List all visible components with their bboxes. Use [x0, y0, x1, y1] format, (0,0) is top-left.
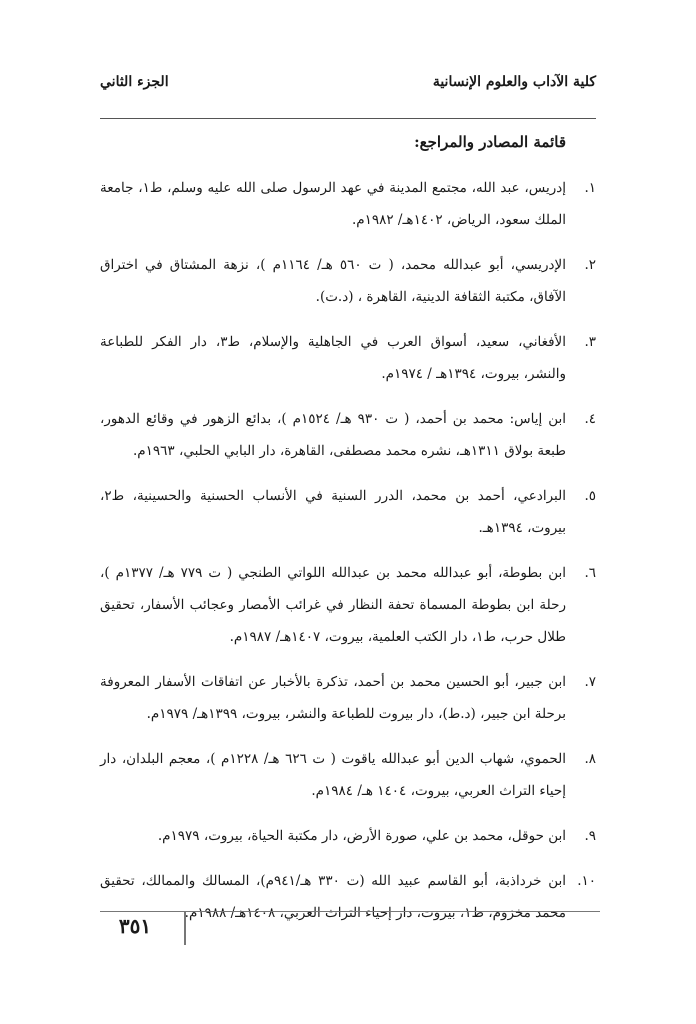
reference-number: ٦.	[584, 565, 596, 581]
reference-number: ٢.	[584, 257, 596, 273]
part-label: الجزء الثاني	[100, 74, 169, 90]
reference-text: ابن حوقل، محمد بن علي، صورة الأرض، دار مكتبة الحياة، بيروت، ١٩٧٩م.	[157, 828, 566, 844]
reference-item	[100, 820, 596, 852]
reference-text: إدريس، عبد الله، مجتمع المدينة في عهد الرسول صلى الله عليه وسلم، ط١، جامعة الملك سعود، الرياض، ١٤٠٢هـ/ ١٩٨٢م.	[100, 180, 566, 228]
reference-number: ٧.	[584, 674, 596, 690]
reference-text: الإدريسي، أبو عبدالله محمد، ( ت ٥٦٠ هـ/ ١١٦٤م )، نزهة المشتاق في اختراق الآفاق، مكتبة الثقافة الدينية، القاهرة ، (د.ت).	[100, 257, 566, 305]
reference-item	[100, 403, 596, 467]
footer-divider	[100, 911, 600, 912]
footer-vertical-divider	[184, 911, 186, 945]
reference-number: ٥.	[584, 488, 596, 504]
reference-number: ٣.	[584, 334, 596, 350]
reference-text: ابن إياس: محمد بن أحمد، ( ت ٩٣٠ هـ/ ١٥٢٤م )، بدائع الزهور في وقائع الدهور، طبعة بولاق ١٣١١هـ، نشره محمد مصطفى، القاهرة، دار البابي الحلبي، ١٩٦٣م.	[100, 411, 566, 459]
reference-item	[100, 666, 596, 730]
reference-item	[100, 172, 596, 236]
reference-number: ٩.	[584, 828, 596, 844]
reference-number: ٤.	[584, 411, 596, 427]
reference-item	[100, 557, 596, 653]
journal-name: كلية الآداب والعلوم الإنسانية	[432, 74, 596, 90]
references-list	[100, 172, 596, 929]
reference-text: ابن جبير، أبو الحسين محمد بن أحمد، تذكرة بالأخبار عن اتفاقات الأسفار المعروفة برحلة ابن جبير، (د.ط)، دار بيروت للطباعة والنشر، بيروت، ١٣٩٩هـ/ ١٩٧٩م.	[100, 674, 566, 722]
reference-item	[100, 743, 596, 807]
page-number: ٣٥١	[118, 914, 152, 938]
reference-text: الحموي، شهاب الدين أبو عبدالله ياقوت ( ت ٦٢٦ هـ/ ١٢٢٨م )، معجم البلدان، دار إحياء التراث العربي، بيروت، ١٤٠٤ هـ/ ١٩٨٤م.	[100, 751, 567, 799]
reference-number: ٨.	[584, 751, 596, 767]
reference-number: ١٠.	[577, 873, 596, 889]
section-title: قائمة المصادر والمراجع:	[414, 133, 566, 151]
reference-text: ابن خرداذبة، أبو القاسم عبيد الله (ت ٣٣٠ هـ/٩٤١م)، المسالك والممالك، تحقيق محمد مخزوم، ط١، بيروت، دار إحياء التراث العربي، ١٤٠٨هـ/ ١٩٨٨م.	[100, 873, 567, 921]
running-header	[100, 74, 596, 104]
header-divider	[100, 118, 596, 119]
reference-item	[100, 326, 596, 390]
reference-item	[100, 865, 596, 929]
reference-number: ١.	[584, 180, 596, 196]
reference-text: ابن بطوطة، أبو عبدالله محمد بن عبدالله اللواتي الطنجي ( ت ٧٧٩ هـ/ ١٣٧٧م )، رحلة ابن بطوطة المسماة تحفة النظار في غرائب الأمصار وعجائب الأسفار، تحقيق طلال حرب، ط١، دار الكتب العلمية، بيروت، ١٤٠٧هـ/ ١٩٨٧م.	[100, 565, 566, 645]
reference-text: البرادعي، أحمد بن محمد، الدرر السنية في الأنساب الحسنية والحسينية، ط٢، بيروت، ١٣٩٤هـ.	[100, 488, 566, 536]
reference-text: الأفغاني، سعيد، أسواق العرب في الجاهلية والإسلام، ط٣، دار الفكر للطباعة والنشر، بيروت، ١٣٩٤هـ / ١٩٧٤م.	[100, 334, 567, 382]
reference-item	[100, 480, 596, 544]
reference-item	[100, 249, 596, 313]
